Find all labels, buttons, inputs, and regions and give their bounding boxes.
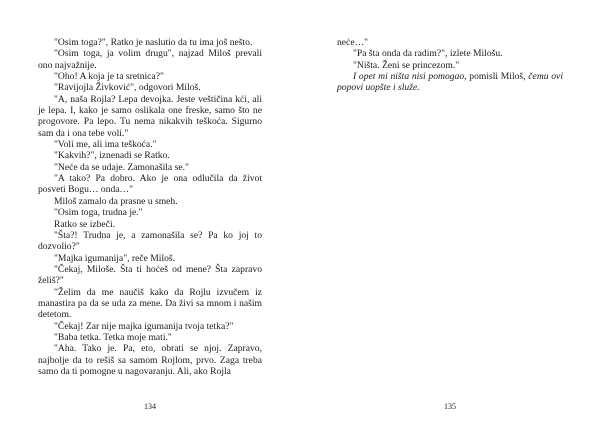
paragraph: Ratko se izbeči. bbox=[54, 218, 116, 230]
left-page-text bbox=[38, 37, 262, 377]
paragraph: "Baba tetka. Tetka moje mati." bbox=[54, 331, 172, 343]
paragraph: "Neće da se udaje. Zamonašila se." bbox=[54, 161, 189, 173]
paragraph: "Pa šta onda da radim?", izlete Milošu. bbox=[353, 48, 503, 60]
paragraph: "Osim toga, trudna je." bbox=[54, 207, 143, 219]
paragraph: neće…" bbox=[337, 37, 369, 48]
right-page-text bbox=[337, 37, 563, 94]
paragraph: "A, naša Rojla? Lepa devojka. Jeste veštičina kći, ali je lepa. I, kako je samo oslikala one freske, samo što ne progovore. Pa lepo. Tu nema nikakvih teškoća. Sigurno sam da i ona tebe voli." bbox=[38, 93, 262, 139]
paragraph: "Čekaj, Miloše. Šta ti hoćeš od mene? Šta zapravo želiš?" bbox=[38, 263, 262, 287]
italic-text: I opet mi ništa nisi pomogao, bbox=[353, 71, 467, 83]
page-number: 135 bbox=[444, 402, 456, 411]
italic-text: čemu ovi popovi uopšte i služe. bbox=[337, 71, 563, 94]
paragraph-thought bbox=[337, 71, 563, 94]
paragraph: "Voli me, ali ima teškoća." bbox=[54, 139, 157, 151]
paragraph: "Oho! A koja je ta sretnica?" bbox=[54, 71, 164, 83]
paragraph: Miloš zamalo da prasne u smeh. bbox=[54, 195, 178, 207]
page-number: 134 bbox=[144, 402, 156, 411]
paragraph: "Osim toga?", Ratko je naslutio da tu ima još nešto. bbox=[54, 37, 253, 48]
paragraph: "Čekaj! Zar nije majka igumanija tvoja tetka?" bbox=[54, 320, 234, 332]
paragraph: "Aha. Tako je. Pa, eto, obrati se njoj. Zapravo, najbolje da to rešiš sa samom Rojlom, prvo. Zaga treba samo da ti pomogne u nagovaranju. Ali, ako Rojla bbox=[38, 343, 262, 377]
paragraph: "Želim da me naučiš kako da Rojlu izvučem iz manastira pa da se uda za mene. Da živi sa mnom i našim detetom. bbox=[38, 286, 262, 321]
paragraph: "Ništa. Ženi se princezom." bbox=[353, 59, 460, 71]
paragraph: "Osim toga, ja volim drugu", najzad Miloš prevali ono najvažnije. bbox=[38, 48, 262, 71]
paragraph: "Majka igumanija", reče Miloš. bbox=[54, 252, 176, 264]
paragraph: "Šta?! Trudna je, a zamonašila se? Pa ko joj to dozvolio?" bbox=[38, 229, 262, 253]
plain-text: pomisli Miloš, bbox=[466, 71, 529, 83]
paragraph: "A tako? Pa dobro. Ako je ona odlučila da život posveti Bogu… onda…" bbox=[38, 173, 262, 196]
paragraph: "Ravijojla Živković", odgovori Miloš. bbox=[54, 82, 201, 94]
paragraph: "Kakvih?", iznenadi se Ratko. bbox=[54, 150, 170, 162]
